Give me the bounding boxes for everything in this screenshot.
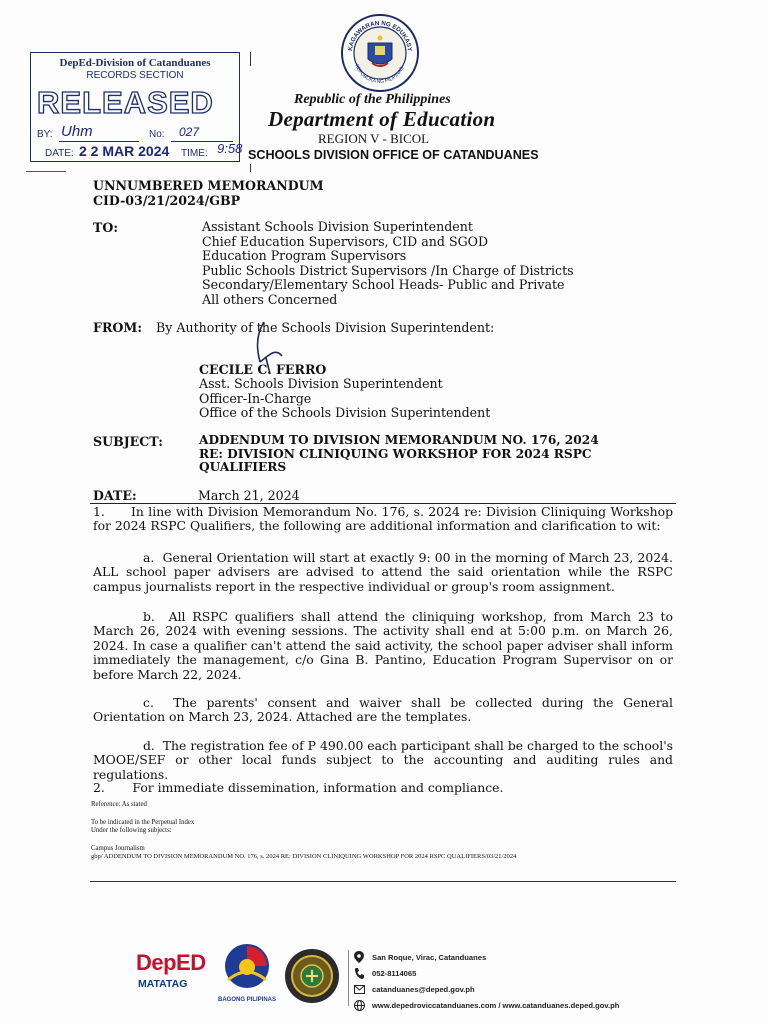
location-pin-icon <box>354 951 364 963</box>
stamp-time-value: 9:58 <box>217 141 243 156</box>
item-b <box>93 610 673 682</box>
globe-icon <box>354 1000 365 1011</box>
deped-seal-icon <box>340 13 420 93</box>
stamp-no-value: 027 <box>179 125 200 139</box>
to-list <box>202 220 574 307</box>
paragraph-2-text: For immediate dissemination, information and compliance. <box>132 780 504 795</box>
perpetual-index-note: To be indicated in the Perpetual Index <box>91 819 195 826</box>
stamp-by-label: BY: <box>37 129 53 140</box>
stamp-office: DepEd-Division of Catanduanes <box>59 57 211 69</box>
stamp-date-label: DATE: <box>45 148 74 159</box>
item-text: All RSPC qualifiers shall attend the cliniquing workshop, from March 23 to March 26, 2024 with evening sessions. The activity shall end at 5:00 p.m. on March 26, 2024. In case a qualifier can't attend the said activity, the school paper adviser shall inform immediately the management, c/o Gina B. Pantino, Education Program Supervisor on or before March 22, 2024. <box>93 609 673 682</box>
item-text: The registration fee of P 490.00 each participant shall be charged to the school's MOOE/SEF or other local funds subject to the accounting and auditing rules and regulations. <box>93 738 673 782</box>
item-text: General Orientation will start at exactly 9: 00 in the morning of March 23, 2024. ALL school paper advisers are advised to attend the said orientation while the RSPC campus journalists report in the respective individual or group's room assignment. <box>93 550 673 594</box>
perpetual-subjects-note: Under the following subjects: <box>91 827 172 834</box>
republic-line: Republic of the Philippines <box>294 92 451 107</box>
paragraph-2-num: 2. <box>93 780 105 795</box>
paragraph-1-text: In line with Division Memorandum No. 176, s. 2024 re: Division Cliniquing Workshop for 2024 RSPC Qualifiers, the following are additional information and clarification to wit: <box>93 504 673 534</box>
to-line: Education Program Supervisors <box>202 248 407 263</box>
department-line: Department of Education <box>268 107 496 131</box>
contact-phone-row <box>354 965 619 981</box>
region-line: REGION V - BICOL <box>318 131 430 146</box>
bagong-pilipinas-text: BAGONG PILIPINAS <box>217 997 276 1003</box>
to-label: TO: <box>93 220 118 235</box>
footer-divider <box>90 881 676 882</box>
to-line: Public Schools District Supervisors /In Charge of Districts <box>202 262 574 278</box>
item-a <box>93 551 673 594</box>
to-line: All others Concerned <box>202 291 338 307</box>
to-line: Assistant Schools Division Superintendent <box>202 219 473 234</box>
paragraph-2 <box>93 781 673 795</box>
signatory-line: Office of the Schools Division Superintendent <box>199 405 491 420</box>
division-office-line: SCHOOLS DIVISION OFFICE OF CATANDUANES <box>248 148 539 162</box>
paragraph-1 <box>93 505 673 534</box>
item-letter: a. <box>143 550 155 565</box>
item-letter: b. <box>143 609 155 624</box>
date-value: March 21, 2024 <box>198 488 300 503</box>
item-c <box>93 696 673 725</box>
date-label: DATE: <box>93 488 137 503</box>
from-label: FROM: <box>93 320 142 335</box>
bagong-pilipinas-logo <box>216 940 278 1004</box>
subject-line: ADDENDUM TO DIVISION MEMORANDUM NO. 176, 2024 <box>199 433 599 447</box>
signatory-name: CECILE C. FERRO <box>199 362 327 377</box>
subject-label: SUBJECT: <box>93 434 163 449</box>
signatory-line: Asst. Schools Division Superintendent <box>199 376 443 391</box>
stamp-status: RELEASED <box>37 85 214 120</box>
stamp-by-value: Uhm <box>61 123 93 140</box>
deped-wordmark: DepED <box>136 950 206 975</box>
contact-address-row <box>354 949 619 965</box>
contact-website[interactable]: www.depedroviccatanduanes.com / www.catanduanes.deped.gov.ph <box>372 1000 620 1010</box>
phone-icon <box>354 967 364 979</box>
memo-type: UNNUMBERED MEMORANDUM <box>93 178 324 193</box>
subject-text <box>199 434 599 475</box>
contact-phone: 052-8114065 <box>372 968 417 978</box>
signatory-titles <box>199 377 490 421</box>
item-d <box>93 739 673 782</box>
stamp-section: RECORDS SECTION <box>86 70 184 81</box>
subject-line: RE: DIVISION CLINIQUING WORKSHOP FOR 2024 RSPC <box>199 446 592 461</box>
svg-text:REPUBLIKA NG PILIPINAS: REPUBLIKA NG PILIPINAS <box>353 63 406 86</box>
from-text: By Authority of the Schools Division Superintendent: <box>156 320 495 335</box>
division-seal-icon <box>284 948 340 1004</box>
contact-email[interactable]: catanduanes@deped.gov.ph <box>372 984 475 994</box>
contact-email-row[interactable] <box>354 981 619 997</box>
records-stamp <box>30 52 243 162</box>
svg-text:KAGAWARAN NG EDUKASYON: KAGAWARAN NG EDUKASY <box>347 19 413 52</box>
signatory-line: Officer-In-Charge <box>199 390 312 406</box>
index-subject: Campus Journalism <box>91 845 145 852</box>
contact-block <box>354 949 619 1013</box>
contact-address: San Roque, Virac, Catanduanes <box>372 952 487 962</box>
matatag-wordmark: MATATAG <box>138 978 188 990</box>
stamp-time-label: TIME: <box>181 148 208 159</box>
to-line: Chief Education Supervisors, CID and SGOD <box>202 233 489 249</box>
stamp-date-value: 2 2 MAR 2024 <box>79 143 170 159</box>
item-text: The parents' consent and waiver shall be collected during the General Orientation on March 23, 2024. Attached are the templates. <box>93 695 673 725</box>
memo-code: CID-03/21/2024/GBP <box>93 193 241 208</box>
deped-matatag-logo <box>136 950 210 1004</box>
contact-web-row[interactable] <box>354 997 619 1013</box>
reference-note: Reference: As stated <box>91 801 147 808</box>
item-letter: d. <box>143 738 155 753</box>
to-line: Secondary/Elementary School Heads- Public and Private <box>202 277 565 292</box>
mail-icon <box>354 985 365 994</box>
stamp-no-label: No: <box>149 129 165 140</box>
paragraph-1-num: 1. <box>93 504 105 519</box>
file-reference: gbp/ ADDENDUM TO DIVISION MEMORANDUM NO. 176, s. 2024 RE: DIVISION CLINIQUING WORKSHOP FOR 2024 RSPC QUALIFIERS/03/21/2024 <box>91 853 517 860</box>
division-seal <box>284 948 340 1004</box>
subject-line: QUALIFIERS <box>199 460 287 474</box>
bagong-pilipinas-icon <box>216 940 278 992</box>
deped-seal <box>340 13 420 93</box>
item-letter: c. <box>143 695 154 710</box>
